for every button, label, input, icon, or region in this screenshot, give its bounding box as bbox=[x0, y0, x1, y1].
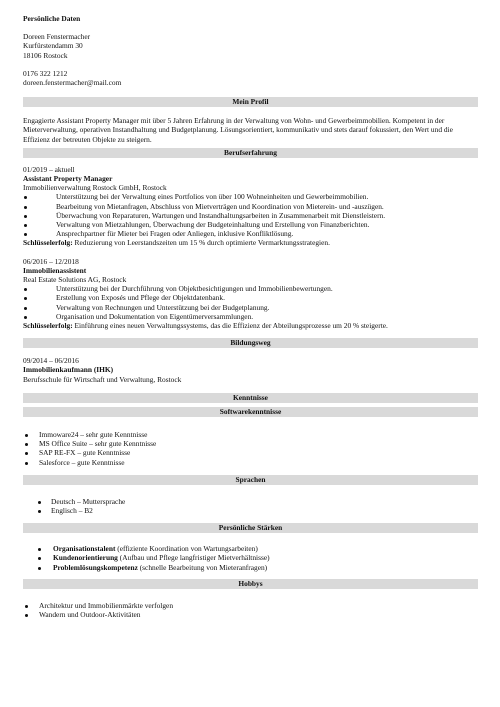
job-period: 01/2019 – aktuell bbox=[23, 164, 75, 174]
languages-heading: Sprachen bbox=[23, 475, 478, 485]
success-label: Schlüsselerfolg: bbox=[23, 321, 73, 331]
street: Kurfürstendamm 30 bbox=[23, 41, 83, 51]
job-title: Immobilienassistent bbox=[23, 265, 87, 275]
list-item: Salesforce – gute Kenntnisse bbox=[23, 458, 478, 467]
list-item: Deutsch – Muttersprache bbox=[23, 497, 478, 506]
list-item: Erstellung von Exposés und Pflege der Objektdatenbank. bbox=[23, 293, 478, 302]
city: 18106 Rostock bbox=[23, 50, 68, 60]
personal-section bbox=[23, 14, 478, 87]
job-company: Real Estate Solutions AG, Rostock bbox=[23, 275, 127, 285]
strength-label: Kundenorientierung bbox=[53, 553, 118, 563]
success-label: Schlüsselerfolg: bbox=[23, 238, 73, 248]
list-item: Überwachung von Reparaturen, Wartungen und Instandhaltungsarbeiten in Zusammenarbeit mit Dienstleistern. bbox=[23, 211, 478, 220]
strength-label: Organisationstalent bbox=[53, 544, 116, 554]
job-title: Assistant Property Manager bbox=[23, 174, 113, 184]
strength-text: (effiziente Koordination von Wartungsarbeiten) bbox=[115, 544, 258, 554]
education-school: Berufsschule für Wirtschaft und Verwaltung, Rostock bbox=[23, 374, 182, 384]
skills-heading: Kenntnisse bbox=[23, 393, 478, 403]
list-item: Verwaltung von Mietzahlungen, Überwachung der Budgeteinhaltung und Erstellung von Finanzberichten. bbox=[23, 220, 478, 229]
education-period: 09/2014 – 06/2016 bbox=[23, 356, 79, 366]
job-company: Immobilienverwaltung Rostock GmbH, Rostock bbox=[23, 183, 167, 193]
strength-text: (schnelle Bearbeitung von Mieteranfragen) bbox=[137, 562, 268, 572]
list-item: SAP RE-FX – gute Kenntnisse bbox=[23, 448, 478, 457]
education-degree: Immobilienkaufmann (IHK) bbox=[23, 365, 114, 375]
experience-heading: Berufserfahrung bbox=[23, 148, 478, 158]
success-text: Reduzierung von Leerstandszeiten um 15 % durch optimierte Vermarktungsstrategien. bbox=[72, 238, 330, 248]
phone: 0176 322 1212 bbox=[23, 68, 68, 78]
list-item: Organisation und Dokumentation von Eigentümerversammlungen. bbox=[23, 312, 478, 321]
list-item: MS Office Suite – sehr gute Kenntnisse bbox=[23, 439, 478, 448]
list-item: Ansprechpartner für Mieter bei Fragen oder Anliegen, inklusive Konfliktlösung. bbox=[23, 229, 478, 238]
job-bullets bbox=[23, 192, 478, 238]
list-item bbox=[23, 553, 478, 562]
list-item: Englisch – B2 bbox=[23, 506, 478, 515]
hobbies-list bbox=[23, 601, 478, 619]
personal-heading: Persönliche Daten bbox=[23, 14, 81, 23]
list-item bbox=[23, 563, 478, 572]
hobbies-heading: Hobbys bbox=[23, 579, 478, 589]
name: Doreen Fenstermacher bbox=[23, 32, 91, 42]
strengths-heading: Persönliche Stärken bbox=[23, 523, 478, 533]
software-heading: Softwarekenntnisse bbox=[23, 407, 478, 417]
list-item: Unterstützung bei der Verwaltung eines Portfolios von über 100 Wohneinheiten und Gewerbeimmobilien. bbox=[23, 192, 478, 201]
job-entry bbox=[23, 257, 478, 331]
job-success bbox=[23, 238, 478, 247]
software-list bbox=[23, 430, 478, 467]
education-heading: Bildungsweg bbox=[23, 338, 478, 348]
strength-label: Problemlösungskompetenz bbox=[53, 562, 138, 572]
list-item: Immoware24 – sehr gute Kenntnisse bbox=[23, 430, 478, 439]
strengths-list bbox=[23, 544, 478, 572]
profile-text: Engagierte Assistant Property Manager mit über 5 Jahren Erfahrung in der Verwaltung von Wohn- und Gewerbeimmobilien. Kompetent in der Mieterverwaltung, operativen Instandhaltung und Budgetplanung. Lösungsorientiert, kommunikativ und stets darauf fokussiert, den Wert und die Effizienz der betreuten Objekte zu steigern. bbox=[23, 116, 453, 144]
list-item: Unterstützung bei der Durchführung von Objektbesichtigungen und Immobilienbewertungen. bbox=[23, 284, 478, 293]
strength-text: (Aufbau und Pflege langfristiger Mietverhältnisse) bbox=[117, 553, 270, 563]
profile-heading: Mein Profil bbox=[23, 97, 478, 107]
success-text: Einführung eines neuen Verwaltungssystems, das die Effizienz der Abteilungsprozesse um 20 % steigerte. bbox=[72, 321, 388, 331]
languages-list bbox=[23, 497, 478, 515]
list-item: Bearbeitung von Mietanfragen, Abschluss von Mietverträgen und Koordination von Mieterein- und -auszügen. bbox=[23, 202, 478, 211]
list-item: Wandern und Outdoor-Aktivitäten bbox=[23, 610, 478, 619]
job-period: 06/2016 – 12/2018 bbox=[23, 256, 79, 266]
list-item: Verwaltung von Rechnungen und Unterstützung bei der Budgetplanung. bbox=[23, 303, 478, 312]
list-item bbox=[23, 544, 478, 553]
email: doreen.fenstermacher@mail.com bbox=[23, 78, 122, 88]
education-entry bbox=[23, 356, 478, 384]
job-success bbox=[23, 321, 478, 330]
job-bullets bbox=[23, 284, 478, 321]
job-entry bbox=[23, 165, 478, 248]
list-item: Architektur und Immobilienmärkte verfolgen bbox=[23, 601, 478, 610]
